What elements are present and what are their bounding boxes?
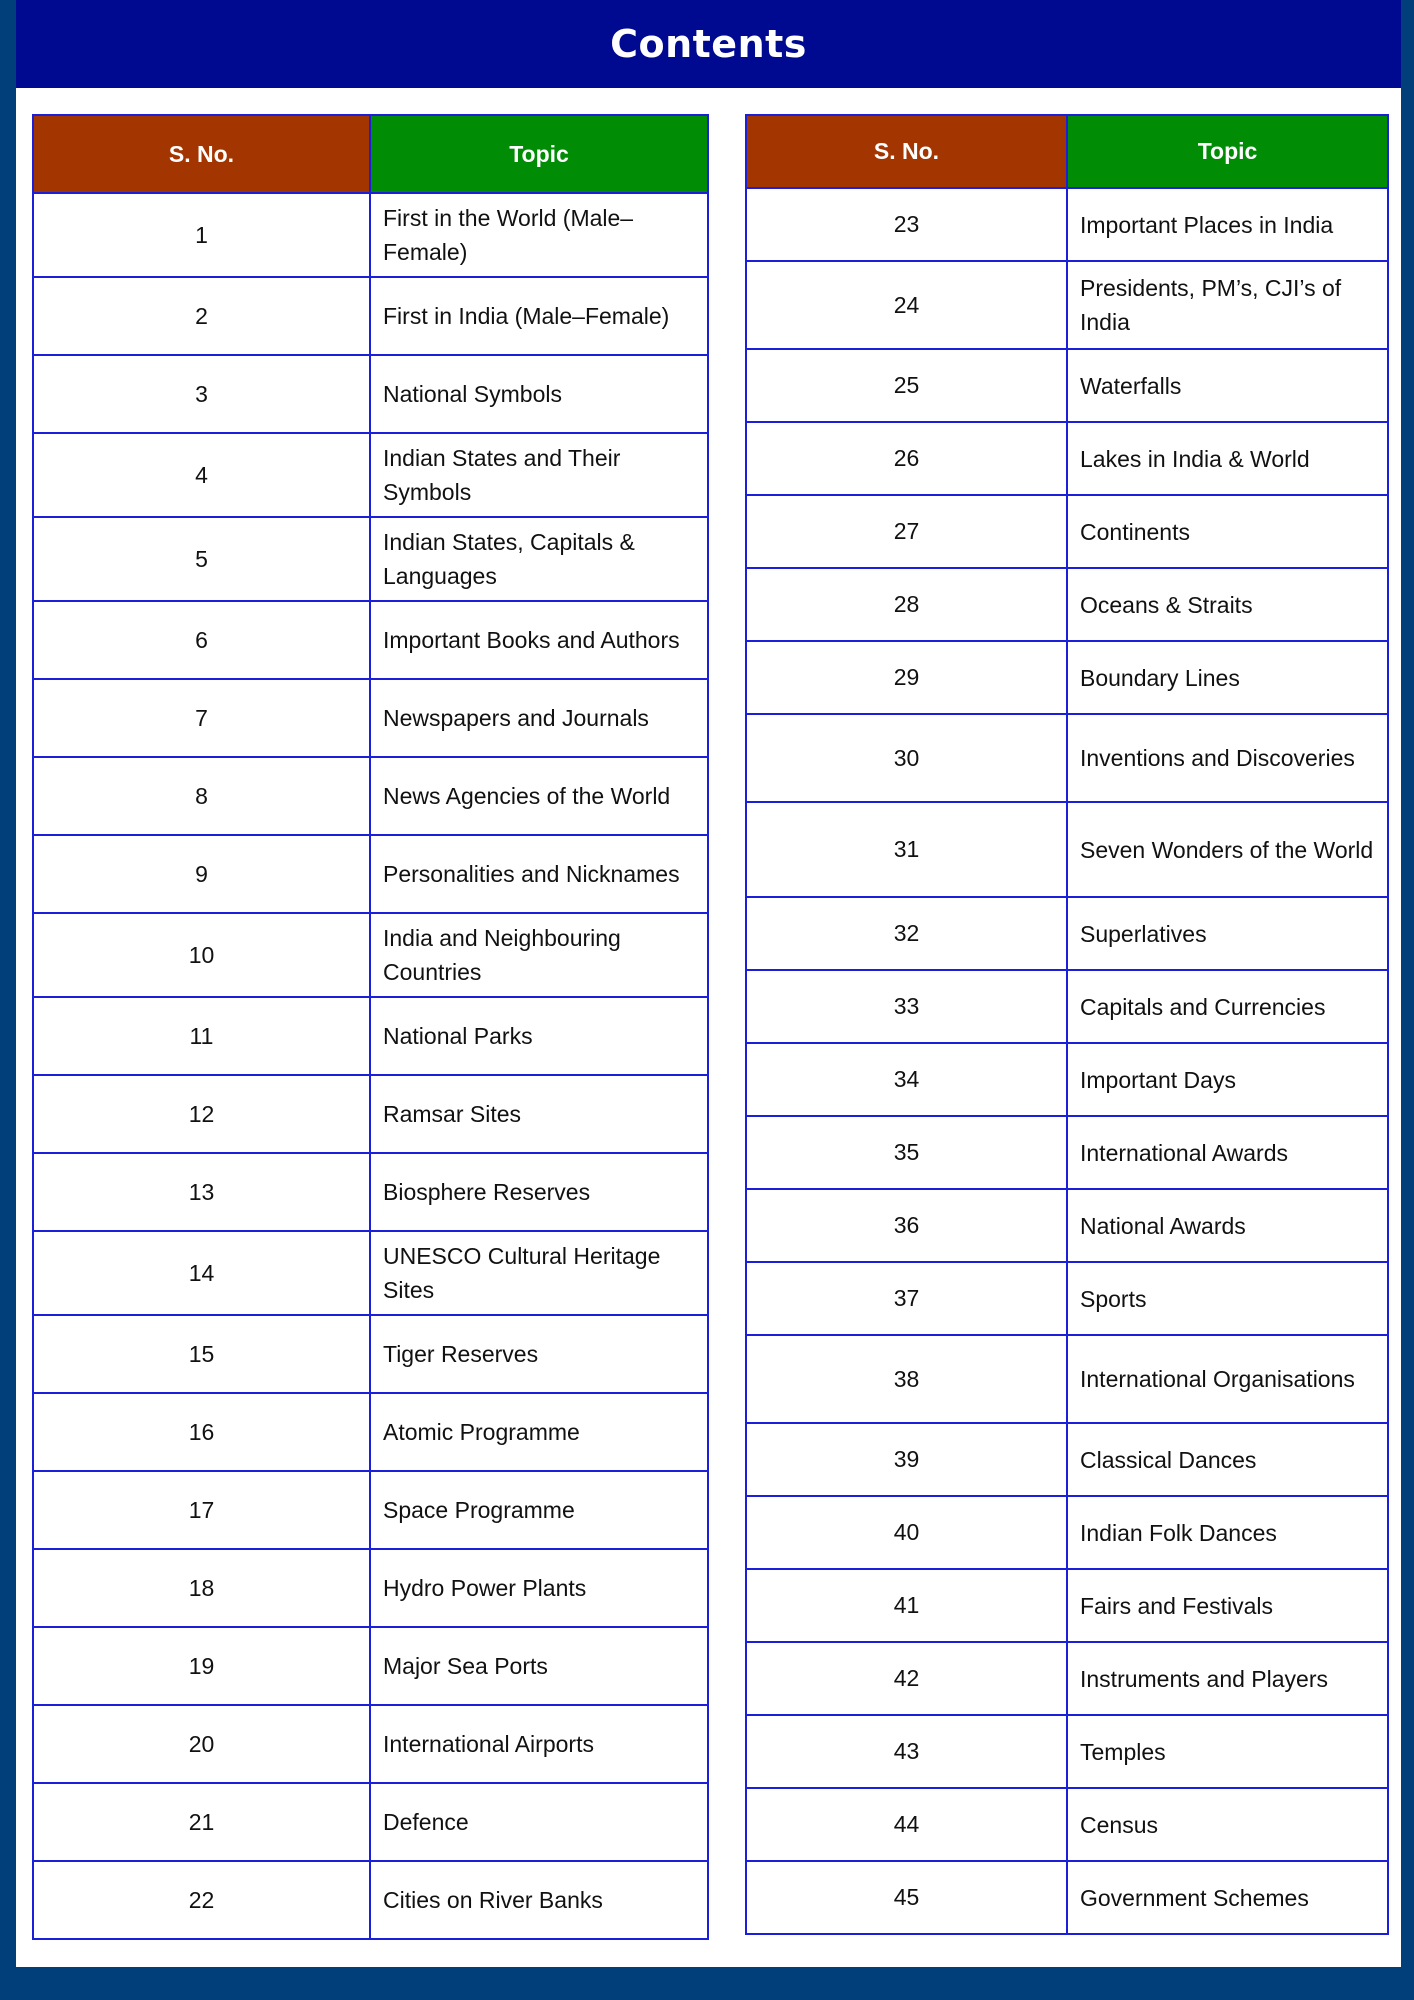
table-row — [746, 970, 1388, 1043]
serial-number: 41 — [746, 1569, 1067, 1642]
contents-table-left — [32, 114, 709, 1940]
table-header-row — [33, 115, 708, 193]
table-row — [746, 1642, 1388, 1715]
table-row — [746, 495, 1388, 568]
serial-number: 33 — [746, 970, 1067, 1043]
topic-cell: Biosphere Reserves — [370, 1153, 708, 1231]
table-row — [33, 679, 708, 757]
table-row — [33, 1861, 708, 1939]
sno-header: S. No. — [33, 115, 370, 193]
header-banner — [16, 0, 1401, 88]
serial-number: 32 — [746, 897, 1067, 970]
table-row — [746, 1496, 1388, 1569]
table-row — [33, 913, 708, 997]
table-row — [33, 355, 708, 433]
table-row — [746, 641, 1388, 714]
table-row — [746, 1788, 1388, 1861]
serial-number: 42 — [746, 1642, 1067, 1715]
table-row — [746, 897, 1388, 970]
table-row — [33, 601, 708, 679]
serial-number: 10 — [33, 913, 370, 997]
serial-number: 40 — [746, 1496, 1067, 1569]
serial-number: 27 — [746, 495, 1067, 568]
serial-number: 12 — [33, 1075, 370, 1153]
topic-cell: National Parks — [370, 997, 708, 1075]
topic-cell: Important Days — [1067, 1043, 1388, 1116]
table-row — [746, 568, 1388, 641]
topic-cell: Sports — [1067, 1262, 1388, 1335]
topic-cell: Defence — [370, 1783, 708, 1861]
table-row — [33, 433, 708, 517]
table-row — [746, 1189, 1388, 1262]
serial-number: 37 — [746, 1262, 1067, 1335]
serial-number: 44 — [746, 1788, 1067, 1861]
topic-cell: UNESCO Cultural Heritage Sites — [370, 1231, 708, 1315]
serial-number: 19 — [33, 1627, 370, 1705]
topic-cell: India and Neighbouring Countries — [370, 913, 708, 997]
serial-number: 17 — [33, 1471, 370, 1549]
table-row — [33, 193, 708, 277]
serial-number: 21 — [33, 1783, 370, 1861]
serial-number: 15 — [33, 1315, 370, 1393]
serial-number: 38 — [746, 1335, 1067, 1423]
table-row — [33, 277, 708, 355]
topic-cell: Fairs and Festivals — [1067, 1569, 1388, 1642]
table-row — [746, 1861, 1388, 1934]
topic-cell: International Organisations — [1067, 1335, 1388, 1423]
topic-header: Topic — [1067, 115, 1388, 188]
contents-page — [16, 0, 1401, 1967]
table-row — [33, 1783, 708, 1861]
serial-number: 36 — [746, 1189, 1067, 1262]
table-row — [746, 1423, 1388, 1496]
serial-number: 39 — [746, 1423, 1067, 1496]
topic-cell: Temples — [1067, 1715, 1388, 1788]
sno-header: S. No. — [746, 115, 1067, 188]
topic-cell: Hydro Power Plants — [370, 1549, 708, 1627]
serial-number: 18 — [33, 1549, 370, 1627]
table-row — [33, 1705, 708, 1783]
serial-number: 13 — [33, 1153, 370, 1231]
table-row — [33, 1471, 708, 1549]
serial-number: 29 — [746, 641, 1067, 714]
table-row — [746, 1043, 1388, 1116]
serial-number: 7 — [33, 679, 370, 757]
serial-number: 22 — [33, 1861, 370, 1939]
topic-cell: International Awards — [1067, 1116, 1388, 1189]
topic-cell: Newspapers and Journals — [370, 679, 708, 757]
table-row — [33, 1153, 708, 1231]
table-row — [746, 1335, 1388, 1423]
topic-cell: First in the World (Male–Female) — [370, 193, 708, 277]
topic-cell: Seven Wonders of the World — [1067, 802, 1388, 897]
table-row — [33, 1549, 708, 1627]
serial-number: 34 — [746, 1043, 1067, 1116]
topic-cell: Tiger Reserves — [370, 1315, 708, 1393]
serial-number: 26 — [746, 422, 1067, 495]
topic-cell: Ramsar Sites — [370, 1075, 708, 1153]
table-row — [33, 517, 708, 601]
topic-cell: Oceans & Straits — [1067, 568, 1388, 641]
table-row — [33, 1231, 708, 1315]
serial-number: 20 — [33, 1705, 370, 1783]
table-row — [33, 1075, 708, 1153]
topic-header: Topic — [370, 115, 708, 193]
table-row — [746, 1116, 1388, 1189]
table-row — [746, 1715, 1388, 1788]
table-row — [746, 714, 1388, 802]
topic-cell: Important Places in India — [1067, 188, 1388, 261]
topic-cell: Important Books and Authors — [370, 601, 708, 679]
table-row — [33, 835, 708, 913]
topic-cell: News Agencies of the World — [370, 757, 708, 835]
serial-number: 6 — [33, 601, 370, 679]
serial-number: 35 — [746, 1116, 1067, 1189]
topic-cell: Atomic Programme — [370, 1393, 708, 1471]
topic-cell: Boundary Lines — [1067, 641, 1388, 714]
serial-number: 16 — [33, 1393, 370, 1471]
table-row — [746, 1262, 1388, 1335]
topic-cell: Classical Dances — [1067, 1423, 1388, 1496]
serial-number: 1 — [33, 193, 370, 277]
serial-number: 8 — [33, 757, 370, 835]
topic-cell: Indian States and Their Symbols — [370, 433, 708, 517]
topic-cell: Superlatives — [1067, 897, 1388, 970]
contents-table-right — [745, 114, 1389, 1935]
table-row — [33, 1315, 708, 1393]
table-header-row — [746, 115, 1388, 188]
table-row — [746, 802, 1388, 897]
table-row — [33, 1627, 708, 1705]
topic-cell: Continents — [1067, 495, 1388, 568]
topic-cell: Indian States, Capitals & Languages — [370, 517, 708, 601]
serial-number: 2 — [33, 277, 370, 355]
serial-number: 14 — [33, 1231, 370, 1315]
topic-cell: Presidents, PM’s, CJI’s of India — [1067, 261, 1388, 349]
table-row — [33, 757, 708, 835]
serial-number: 3 — [33, 355, 370, 433]
serial-number: 11 — [33, 997, 370, 1075]
table-row — [33, 997, 708, 1075]
topic-cell: National Symbols — [370, 355, 708, 433]
serial-number: 43 — [746, 1715, 1067, 1788]
topic-cell: Indian Folk Dances — [1067, 1496, 1388, 1569]
serial-number: 30 — [746, 714, 1067, 802]
topic-cell: National Awards — [1067, 1189, 1388, 1262]
topic-cell: Capitals and Currencies — [1067, 970, 1388, 1043]
table-row — [746, 349, 1388, 422]
serial-number: 5 — [33, 517, 370, 601]
topic-cell: Space Programme — [370, 1471, 708, 1549]
topic-cell: Personalities and Nicknames — [370, 835, 708, 913]
topic-cell: First in India (Male–Female) — [370, 277, 708, 355]
table-row — [746, 261, 1388, 349]
serial-number: 9 — [33, 835, 370, 913]
page-title: Contents — [610, 22, 807, 66]
table-row — [746, 422, 1388, 495]
serial-number: 25 — [746, 349, 1067, 422]
serial-number: 4 — [33, 433, 370, 517]
topic-cell: Cities on River Banks — [370, 1861, 708, 1939]
serial-number: 31 — [746, 802, 1067, 897]
topic-cell: Census — [1067, 1788, 1388, 1861]
topic-cell: Government Schemes — [1067, 1861, 1388, 1934]
topic-cell: International Airports — [370, 1705, 708, 1783]
topic-cell: Major Sea Ports — [370, 1627, 708, 1705]
table-row — [33, 1393, 708, 1471]
serial-number: 28 — [746, 568, 1067, 641]
table-row — [746, 188, 1388, 261]
topic-cell: Lakes in India & World — [1067, 422, 1388, 495]
topic-cell: Inventions and Discoveries — [1067, 714, 1388, 802]
serial-number: 23 — [746, 188, 1067, 261]
topic-cell: Instruments and Players — [1067, 1642, 1388, 1715]
topic-cell: Waterfalls — [1067, 349, 1388, 422]
table-row — [746, 1569, 1388, 1642]
serial-number: 45 — [746, 1861, 1067, 1934]
serial-number: 24 — [746, 261, 1067, 349]
